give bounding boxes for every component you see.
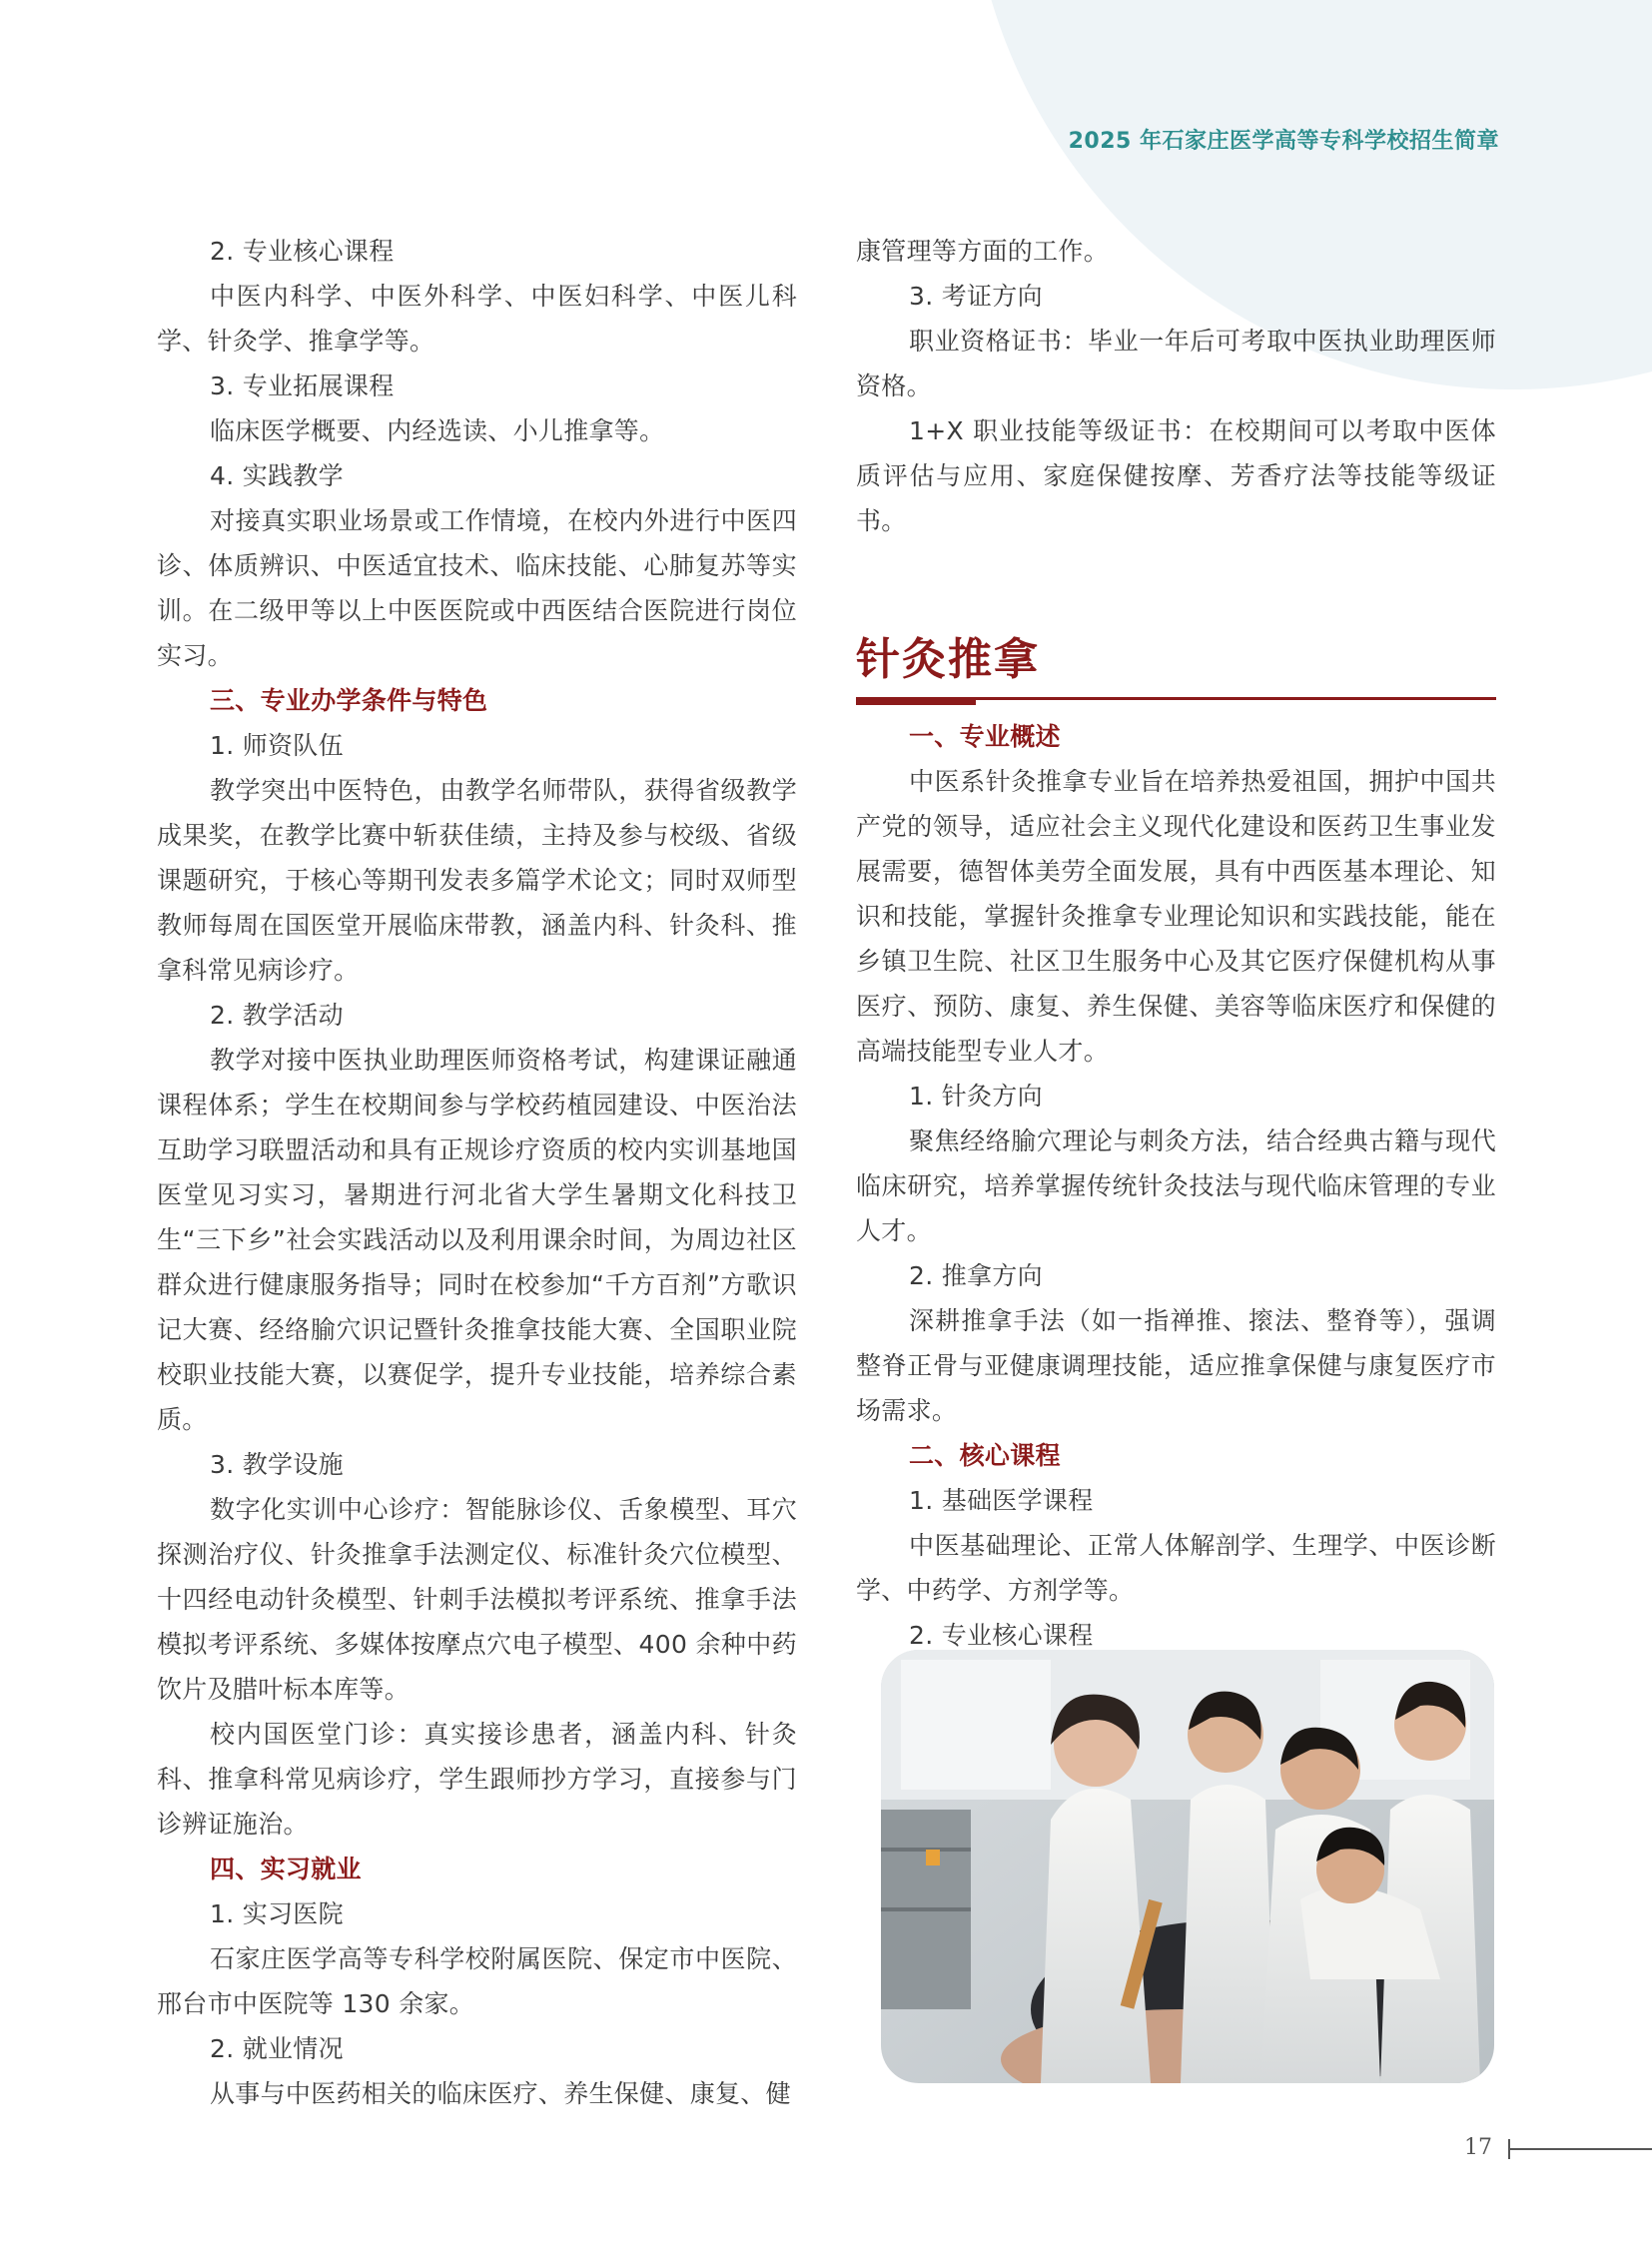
- left-column: [157, 229, 797, 2116]
- right-section-heading: 一、专业概述: [909, 722, 1061, 751]
- right-paragraph-continuation: 康管理等方面的工作。: [856, 237, 1110, 266]
- left-paragraph: 数字化实训中心诊疗：智能脉诊仪、舌象模型、耳穴探测治疗仪、针灸推拿手法测定仪、标准针灸穴位模型、十四经电动针灸模型、针刺手法模拟考评系统、推拿手法模拟考评系统、多媒体按摩点穴电子模型、400 余种中药饮片及腊叶标本库等。: [157, 1495, 797, 1704]
- right-column-bottom: [856, 714, 1496, 1658]
- left-section-heading: 四、实习就业: [210, 1855, 362, 1883]
- right-column: [856, 229, 1496, 1658]
- right-paragraph: 1+X 职业技能等级证书：在校期间可以考取中医体质评估与应用、家庭保健按摩、芳香疗法等技能等级证书。: [856, 416, 1496, 535]
- right-subheading: 2. 专业核心课程: [909, 1621, 1094, 1650]
- left-subheading: 1. 师资队伍: [210, 731, 344, 760]
- right-subheading: 3. 考证方向: [909, 282, 1043, 311]
- right-paragraph: 聚焦经络腧穴理论与刺灸方法，结合经典古籍与现代临床研究，培养掌握传统针灸技法与现代临床管理的专业人才。: [856, 1126, 1496, 1245]
- right-subheading: 2. 推拿方向: [909, 1261, 1043, 1290]
- right-paragraph: 中医系针灸推拿专业旨在培养热爱祖国，拥护中国共产党的领导，适应社会主义现代化建设和医药卫生事业发展需要，德智体美劳全面发展，具有中西医基本理论、知识和技能，掌握针灸推拿专业理论知识和实践技能，能在乡镇卫生院、社区卫生服务中心及其它医疗保健机构从事医疗、预防、康复、养生保健、美容等临床医疗和保健的高端技能型专业人才。: [856, 767, 1496, 1066]
- left-paragraph: 从事与中医药相关的临床医疗、养生保健、康复、健: [210, 2079, 791, 2108]
- right-subheading: 1. 基础医学课程: [909, 1486, 1094, 1515]
- right-paragraph: 中医基础理论、正常人体解剖学、生理学、中医诊断学、中药学、方剂学等。: [856, 1531, 1496, 1605]
- left-subheading: 2. 就业情况: [210, 2034, 344, 2063]
- left-subheading: 1. 实习医院: [210, 1899, 344, 1928]
- left-paragraph: 校内国医堂门诊：真实接诊患者，涵盖内科、针灸科、推拿科常见病诊疗，学生跟师抄方学习，直接参与门诊辨证施治。: [157, 1720, 797, 1839]
- left-paragraph: 教学对接中医执业助理医师资格考试，构建课证融通课程体系；学生在校期间参与学校药植园建设、中医治法互助学习联盟活动和具有正规诊疗资质的校内实训基地国医堂见习实习，暑期进行河北省大学生暑期文化科技卫生“三下乡”社会实践活动以及利用课余时间，为周边社区群众进行健康服务指导；同时在校参加“千方百剂”方歌识记大赛、经络腧穴识记暨针灸推拿技能大赛、全国职业院校职业技能大赛，以赛促学，提升专业技能，培养综合素质。: [157, 1046, 797, 1434]
- right-column-top: [856, 229, 1496, 543]
- major-title-rule: [856, 697, 1496, 700]
- right-subheading: 1. 针灸方向: [909, 1082, 1043, 1111]
- left-subheading: 2. 专业核心课程: [210, 237, 395, 266]
- left-paragraph: 临床医学概要、内经选读、小儿推拿等。: [210, 416, 665, 445]
- running-header: 2025 年石家庄医学高等专科学校招生简章: [1068, 129, 1499, 154]
- left-paragraph: 中医内科学、中医外科学、中医妇科学、中医儿科学、针灸学、推拿学等。: [157, 282, 797, 356]
- left-paragraph: 教学突出中医特色，由教学名师带队，获得省级教学成果奖，在教学比赛中斩获佳绩，主持及参与校级、省级课题研究，于核心等期刊发表多篇学术论文；同时双师型教师每周在国医堂开展临床带教，涵盖内科、针灸科、推拿科常见病诊疗。: [157, 776, 797, 985]
- left-paragraph: 对接真实职业场景或工作情境，在校内外进行中医四诊、体质辨识、中医适宜技术、临床技能、心肺复苏等实训。在二级甲等以上中医医院或中西医结合医院进行岗位实习。: [157, 506, 797, 670]
- right-section-heading: 二、核心课程: [909, 1441, 1061, 1470]
- right-paragraph: 深耕推拿手法（如一指禅推、㨰法、整脊等），强调整脊正骨与亚健康调理技能，适应推拿保健与康复医疗市场需求。: [856, 1306, 1496, 1425]
- left-paragraph: 石家庄医学高等专科学校附属医院、保定市中医院、邢台市中医院等 130 余家。: [157, 1944, 797, 2018]
- left-subheading: 4. 实践教学: [210, 461, 344, 490]
- left-subheading: 3. 教学设施: [210, 1450, 344, 1479]
- classroom-photo: [881, 1650, 1494, 2083]
- left-subheading: 2. 教学活动: [210, 1001, 344, 1030]
- page-number: 17: [1464, 2135, 1492, 2160]
- right-paragraph: 职业资格证书：毕业一年后可考取中医执业助理医师资格。: [856, 327, 1496, 400]
- left-section-heading: 三、专业办学条件与特色: [210, 686, 488, 715]
- left-subheading: 3. 专业拓展课程: [210, 372, 395, 400]
- page-number-rule: [1508, 2148, 1652, 2150]
- major-title: 针灸推拿: [856, 634, 1040, 685]
